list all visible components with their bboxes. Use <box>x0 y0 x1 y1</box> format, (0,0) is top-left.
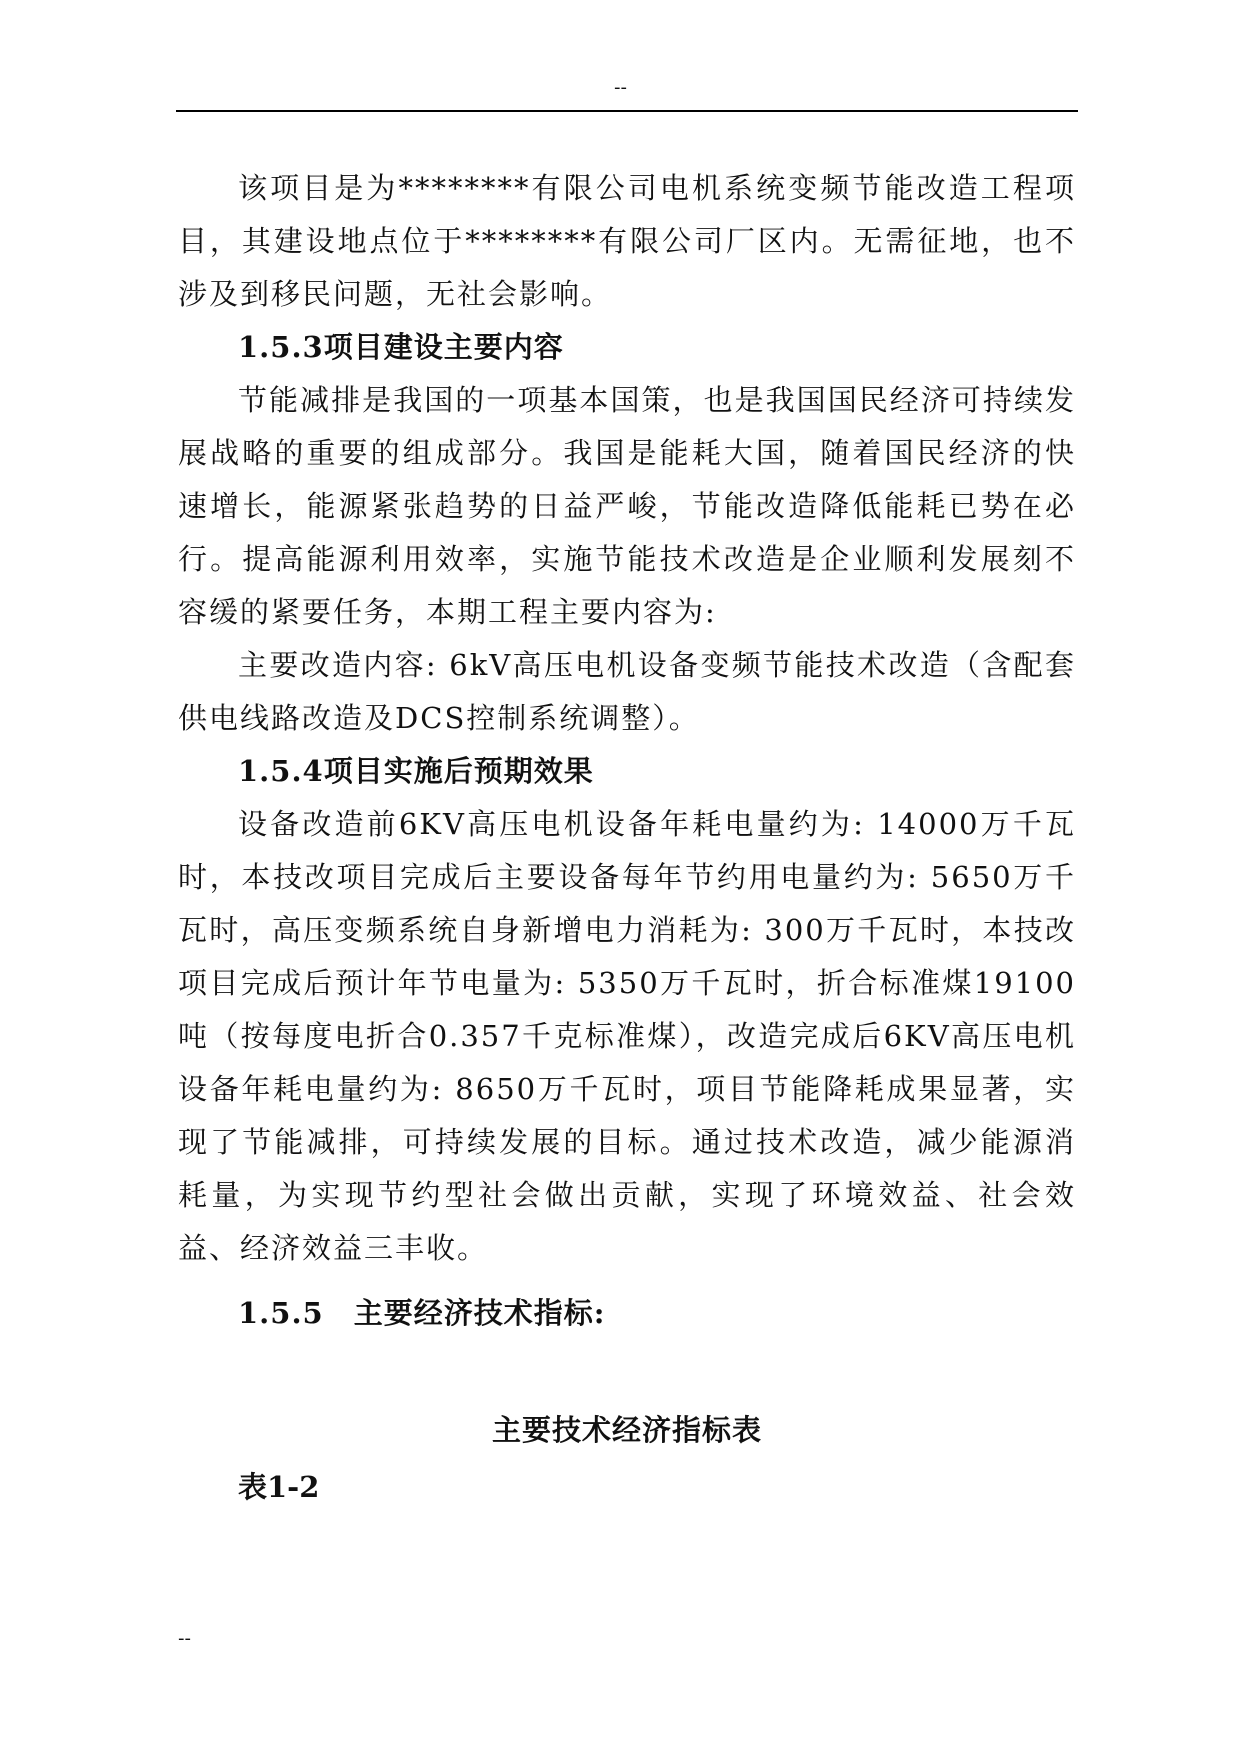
page-header-mark: -- <box>614 77 627 98</box>
heading-1-5-4: 1.5.4项目实施后预期效果 <box>238 754 594 788</box>
heading-1-5-3: 1.5.3项目建设主要内容 <box>238 330 564 364</box>
paragraph-project-location: 该项目是为********有限公司电机系统变频节能改造工程项目，其建设地点位于********有限公司厂区内。无需征地，也不涉及到移民问题，无社会影响。 <box>178 171 1076 311</box>
paragraph-expected-effect: 设备改造前6KV高压电机设备年耗电量约为: 14000万千瓦时，本技改项目完成后主要设备每年节约用电量约为: 5650万千瓦时，高压变频系统自身新增电力消耗为: 300万千瓦时，本技改项目完成后预计年节电量为: 5350万千瓦时，折合标准煤19100吨（按每度电折合0.357千克标准煤），改造完成后6KV高压电机设备年耗电量约为: 8650万千瓦时，项目节能降耗成果显著，实现了节能减排，可持续发展的目标。通过技术改造，减少能源消耗量，为实现节约型社会做出贡献，实现了环境效益、社会效益、经济效益三丰收。 <box>178 807 1076 1265</box>
document-body <box>178 162 1076 1514</box>
table-label: 表1-2 <box>238 1470 320 1504</box>
heading-1-5-5: 1.5.5 主要经济技术指标: <box>238 1296 606 1330</box>
header-rule <box>176 110 1078 112</box>
table-title: 主要技术经济指标表 <box>491 1413 762 1447</box>
paragraph-energy-policy: 节能减排是我国的一项基本国策，也是我国国民经济可持续发展战略的重要的组成部分。我国是能耗大国，随着国民经济的快速增长，能源紧张趋势的日益严峻，节能改造降低能耗已势在必行。提高能源利用效率，实施节能技术改造是企业顺利发展刻不容缓的紧要任务，本期工程主要内容为: <box>178 383 1076 629</box>
paragraph-main-renovation: 主要改造内容: 6kV高压电机设备变频节能技术改造（含配套供电线路改造及DCS控制系统调整）。 <box>178 648 1076 735</box>
page-footer-mark: -- <box>178 1628 191 1649</box>
